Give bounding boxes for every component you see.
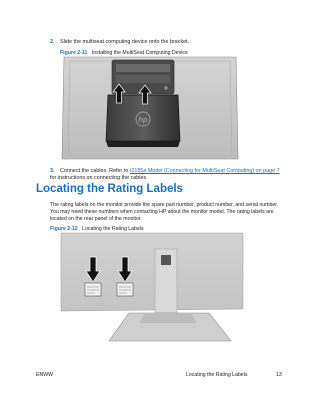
figure-2-11-image: [60, 55, 240, 165]
page-number: 13: [276, 372, 282, 378]
section-heading: Locating the Rating Labels: [36, 183, 183, 195]
figure-2-12-image: [59, 231, 245, 347]
step-text: Slide the multiseat computing device onto the bracket.: [60, 39, 190, 45]
step-text-before: Connect the cables. Refer to: [60, 168, 130, 174]
svg-text:hp: hp: [138, 115, 148, 124]
step-number: 3.: [50, 168, 55, 174]
section-paragraph: The rating labels on the monitor provide the spare part number, product number, and serial number. You may need these numbers when contacting HP about the monitor model. The rating labels are located on the rear panel of the monitor.: [50, 202, 279, 222]
step-number: 2.: [50, 39, 55, 45]
step-3: [50, 168, 286, 182]
figure-label: Figure 2-12: [50, 226, 78, 232]
cross-reference-link[interactable]: t2185a Model (Connecting for MultiSeat Computing) on page 7: [129, 168, 280, 174]
figure-caption-text: Installing the MultiSeat Computing Device: [91, 50, 188, 56]
figure-caption-text: Locating the Rating Labels: [82, 226, 144, 232]
footer-left: ENWW: [36, 372, 53, 378]
step-text-after: for instructions on connecting the cables.: [50, 175, 148, 181]
footer-section-title: Locating the Rating Labels: [186, 372, 248, 378]
step-2: [50, 39, 280, 46]
figure-label: Figure 2-11: [60, 50, 88, 56]
